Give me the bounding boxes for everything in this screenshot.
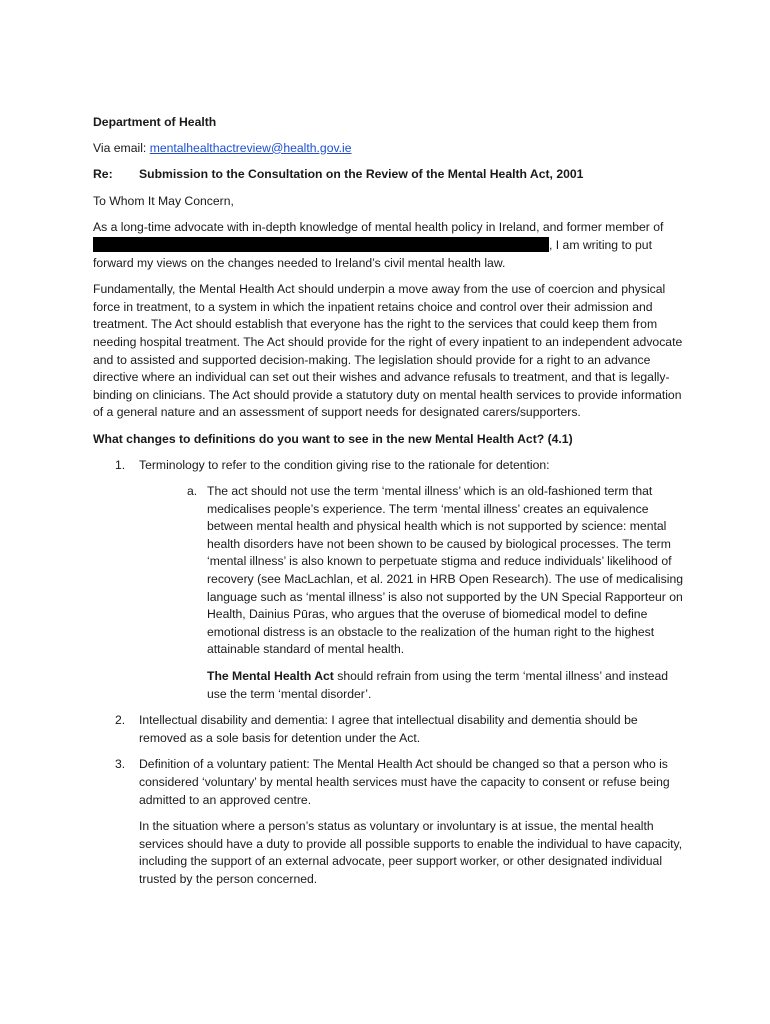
sub-list-item bbox=[187, 483, 683, 703]
letter-page bbox=[93, 114, 683, 898]
list-number: 2. bbox=[115, 713, 126, 728]
intro-part-1: As a long-time advocate with in-depth knowledge of mental health policy in Ireland, and former member of bbox=[93, 220, 664, 235]
greeting: To Whom It May Concern, bbox=[93, 193, 234, 208]
list-number: 3. bbox=[115, 757, 126, 772]
email-link[interactable]: mentalhealthactreview@health.gov.ie bbox=[149, 140, 352, 155]
list-item bbox=[115, 457, 683, 704]
sub-list-letter: a. bbox=[187, 484, 198, 499]
sub-list-text: The act should not use the term ‘mental illness’ which is an old-fashioned term that medicalises people’s experience. The term ‘mental illness’ creates an equivalence between mental health and physical health which is not supported by science: mental health disorders have not been shown to be caused by biological processes. The term ‘mental illness’ is also known to perpetuate stigma and reduce individuals’ likelihood of recovery (see MacLachlan, et al. 2021 in HRB Open Research). The use of medicalising language such as ‘mental illness’ is also not supported by the UN Special Rapporteur on Health, Dainius Pūras, who argues that the overuse of biomedical model to define emotional distress is an obstacle to the realization of the human right to the highest attainable standard of mental health. bbox=[207, 484, 684, 657]
list-item-text: Intellectual disability and dementia: I agree that intellectual disability and dementia should be removed as a sole basis for detention under the Act. bbox=[139, 713, 638, 745]
list-item-text: Definition of a voluntary patient: The Mental Health Act should be changed so that a person who is considered ‘voluntary’ by mental health services must have the capacity to consent or refuse being admitted to an approved centre. bbox=[139, 757, 670, 807]
fundamentals-paragraph: Fundamentally, the Mental Health Act should underpin a move away from the use of coercion and physical force in treatment, to a system in which the inpatient retains choice and control over their admission and treatment. The Act should establish that everyone has the right to the services that could keep them from needing hospital treatment. The Act should provide for the right of every inpatient to an independent advocate and to assisted and supported decision-making. The legislation should provide for a right to an advance directive where an individual can set out their wishes and advance refusals to treatment, and that is legally-binding on clinicians. The Act should provide a statutory duty on mental health services to provide information of a general nature and an assessment of support needs for designated carers/supporters. bbox=[93, 282, 683, 420]
list-number: 1. bbox=[115, 457, 126, 472]
follow-up-text: should refrain from using the term ‘mental illness’ and instead use the term ‘mental disorder’. bbox=[207, 669, 669, 701]
list-item bbox=[115, 712, 683, 747]
intro-paragraph bbox=[93, 219, 683, 272]
list-item-extra: In the situation where a person’s status as voluntary or involuntary is at issue, the mental health services should have a duty to provide all possible supports to enable the individual to have capacity, including the support of an external advocate, peer support worker, or other designated individual trusted by the person concerned. bbox=[139, 819, 683, 886]
list-item-text: Terminology to refer to the condition giving rise to the rationale for detention: bbox=[139, 457, 550, 472]
subject-line bbox=[93, 166, 683, 184]
recipient-heading: Department of Health bbox=[93, 115, 217, 129]
via-email-label: Via email: bbox=[93, 140, 150, 155]
list-item bbox=[115, 756, 683, 888]
redaction-bar bbox=[93, 237, 549, 252]
re-label: Re: bbox=[93, 167, 113, 182]
act-name-bold: The Mental Health Act bbox=[207, 669, 334, 684]
intro-part-2: , I am writing to put forward my views on the changes needed to Ireland’s civil mental health law. bbox=[93, 237, 652, 270]
definitions-list bbox=[93, 457, 683, 889]
email-line bbox=[93, 140, 683, 158]
subject-text: Submission to the Consultation on the Review of the Mental Health Act, 2001 bbox=[139, 167, 584, 182]
sub-list-follow-up bbox=[207, 668, 683, 703]
definitions-question: What changes to definitions do you want to see in the new Mental Health Act? (4.1) bbox=[93, 431, 573, 446]
